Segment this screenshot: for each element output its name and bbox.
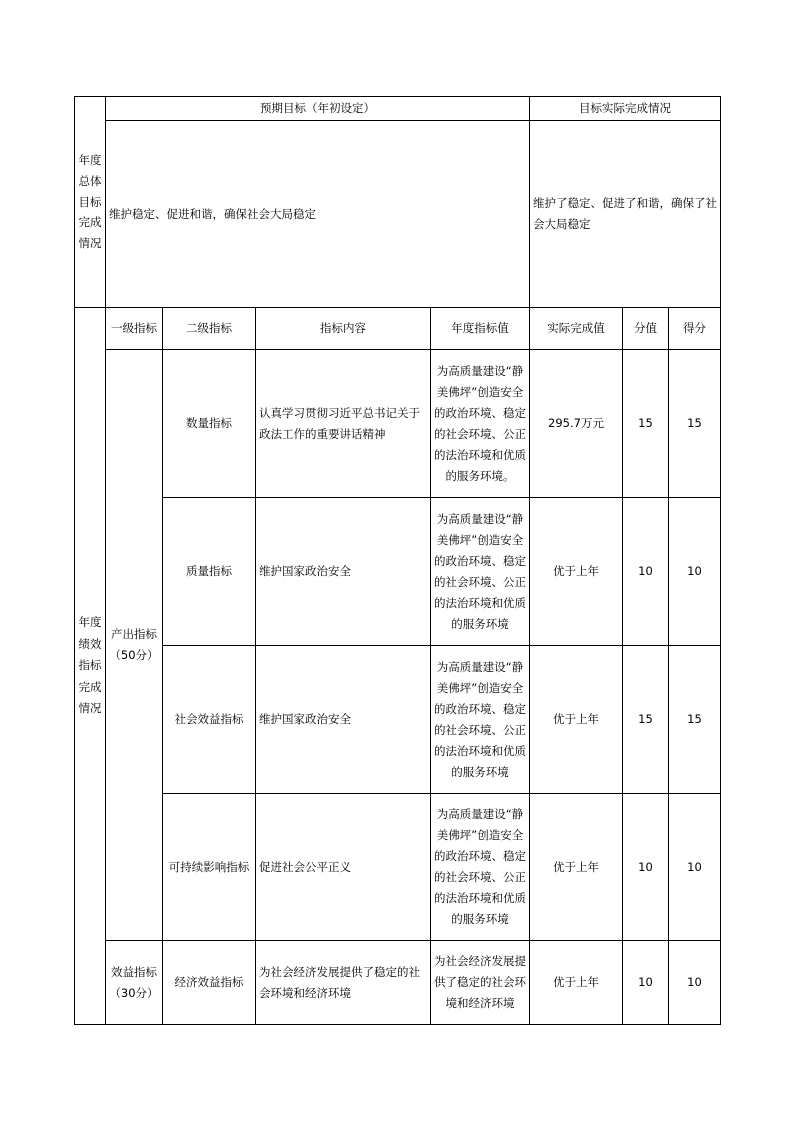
actual-cell: 优于上年 bbox=[530, 498, 623, 646]
target-cell: 为高质量建设“静美佛坪”创造安全的政治环境、稳定的社会环境、公正的法治环境和优质的服务环境。 bbox=[431, 350, 530, 498]
target-cell: 为社会经济发展提供了稳定的社会环境和经济环境 bbox=[431, 941, 530, 1025]
content-cell: 维护国家政治安全 bbox=[256, 498, 431, 646]
score-value-cell: 10 bbox=[623, 794, 669, 941]
header-score-value: 分值 bbox=[623, 308, 669, 350]
score-cell: 10 bbox=[669, 794, 721, 941]
table-row bbox=[75, 498, 721, 646]
expected-header: 预期目标（年初设定） bbox=[106, 97, 530, 121]
target-cell: 为高质量建设“静美佛坪”创造安全的政治环境、稳定的社会环境、公正的法治环境和优质的服务环境 bbox=[431, 794, 530, 941]
actual-header: 目标实际完成情况 bbox=[530, 97, 721, 121]
actual-cell: 优于上年 bbox=[530, 941, 623, 1025]
header-content: 指标内容 bbox=[256, 308, 431, 350]
table-row bbox=[75, 794, 721, 941]
target-cell: 为高质量建设“静美佛坪”创造安全的政治环境、稳定的社会环境、公正的法治环境和优质的服务环境 bbox=[431, 498, 530, 646]
score-cell: 10 bbox=[669, 941, 721, 1025]
level2-cell: 社会效益指标 bbox=[163, 646, 256, 794]
score-cell: 15 bbox=[669, 646, 721, 794]
score-value-cell: 10 bbox=[623, 941, 669, 1025]
score-value-cell: 15 bbox=[623, 646, 669, 794]
actual-cell: 295.7万元 bbox=[530, 350, 623, 498]
table-row bbox=[75, 350, 721, 498]
level1-benefit: 效益指标（30分） bbox=[106, 941, 163, 1025]
header-actual: 实际完成值 bbox=[530, 308, 623, 350]
score-value-cell: 10 bbox=[623, 498, 669, 646]
actual-cell: 优于上年 bbox=[530, 794, 623, 941]
performance-side-label: 年度绩效指标完成情况 bbox=[75, 308, 106, 1025]
actual-text: 维护了稳定、促进了和谐，确保了社会大局稳定 bbox=[530, 121, 721, 308]
level2-cell: 经济效益指标 bbox=[163, 941, 256, 1025]
content-cell: 为社会经济发展提供了稳定的社会环境和经济环境 bbox=[256, 941, 431, 1025]
overall-side-label: 年度总体目标完成情况 bbox=[75, 97, 106, 308]
level2-cell: 质量指标 bbox=[163, 498, 256, 646]
level1-output: 产出指标（50分） bbox=[106, 350, 163, 941]
table-row bbox=[75, 646, 721, 794]
score-cell: 15 bbox=[669, 350, 721, 498]
content-cell: 认真学习贯彻习近平总书记关于政法工作的重要讲话精神 bbox=[256, 350, 431, 498]
level2-cell: 数量指标 bbox=[163, 350, 256, 498]
level2-cell: 可持续影响指标 bbox=[163, 794, 256, 941]
header-target: 年度指标值 bbox=[431, 308, 530, 350]
actual-cell: 优于上年 bbox=[530, 646, 623, 794]
header-level1: 一级指标 bbox=[106, 308, 163, 350]
target-cell: 为高质量建设“静美佛坪”创造安全的政治环境、稳定的社会环境、公正的法治环境和优质的服务环境 bbox=[431, 646, 530, 794]
performance-table bbox=[74, 96, 721, 1025]
expected-text: 维护稳定、促进和谐，确保社会大局稳定 bbox=[106, 121, 530, 308]
content-cell: 促进社会公平正义 bbox=[256, 794, 431, 941]
header-score: 得分 bbox=[669, 308, 721, 350]
score-cell: 10 bbox=[669, 498, 721, 646]
score-value-cell: 15 bbox=[623, 350, 669, 498]
table-row bbox=[75, 941, 721, 1025]
content-cell: 维护国家政治安全 bbox=[256, 646, 431, 794]
header-level2: 二级指标 bbox=[163, 308, 256, 350]
